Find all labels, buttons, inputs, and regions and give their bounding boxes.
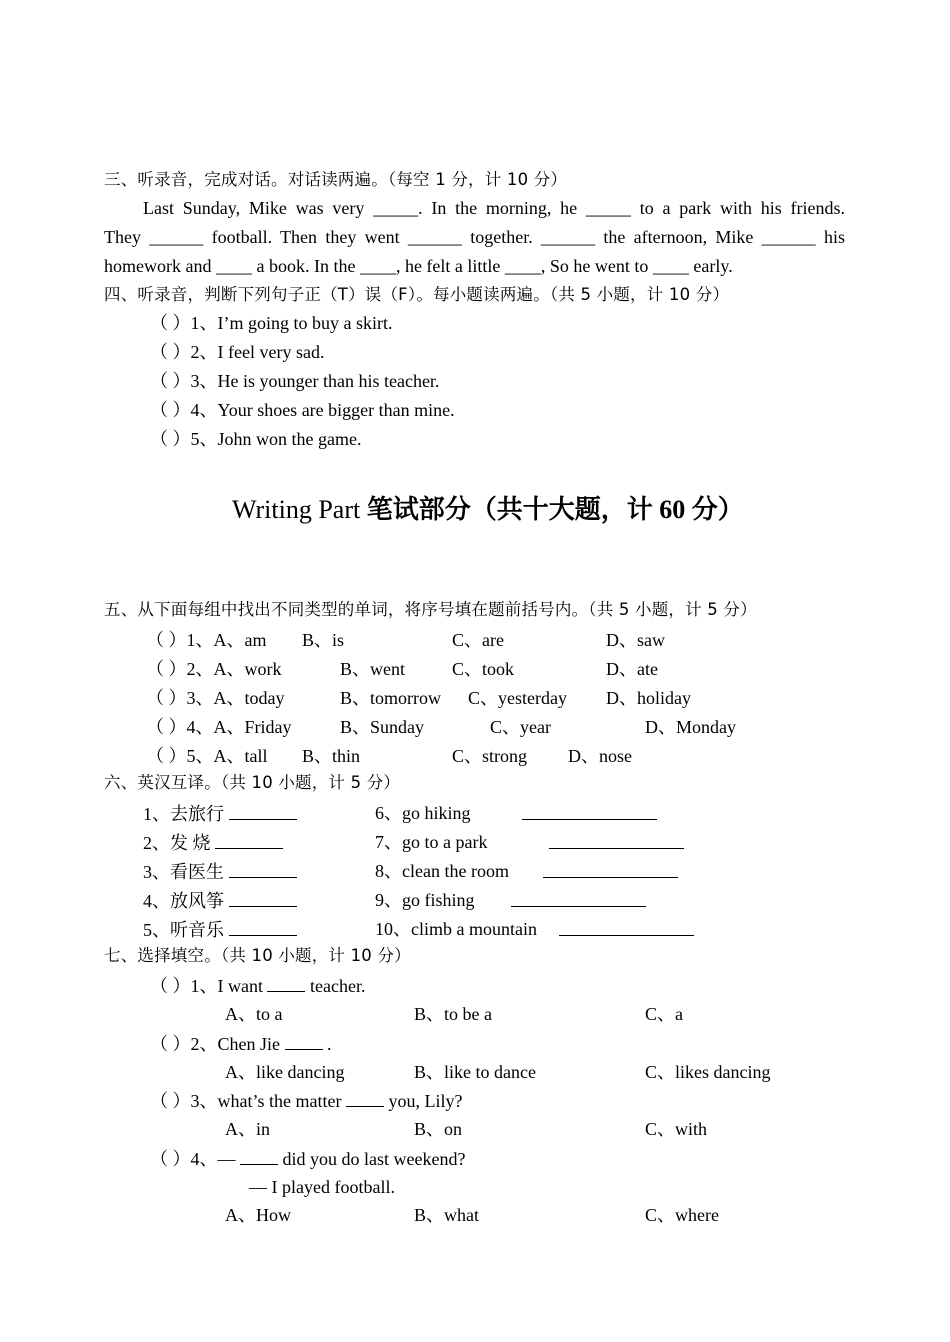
answer-blank[interactable]	[549, 831, 684, 854]
section-4-heading: 四、听录音，判断下列句子正（T）误（F）。每小题读两遍。（共 5 小题，计 10 分）	[104, 285, 730, 304]
mc-q2-option-b[interactable]: B、like to dance	[414, 1062, 536, 1082]
translate-item-7: 7、go to a park	[375, 832, 488, 852]
odd-word-2-b: B、went	[340, 659, 405, 679]
mc-q1-option-c[interactable]: C、a	[645, 1004, 683, 1024]
section-6-heading: 六、英汉互译。（共 10 小题，计 5 分）	[104, 773, 401, 792]
answer-blank[interactable]	[511, 889, 646, 912]
mc-q3-option-c[interactable]: C、with	[645, 1119, 708, 1139]
odd-word-3-d: D、holiday	[606, 688, 691, 708]
mc-question-1	[150, 974, 365, 997]
odd-word-3-a: （ ）3、A、today	[146, 688, 285, 708]
mc-q1-option-a[interactable]: A、to a	[225, 1004, 283, 1024]
mc-question-3-stem: （ ）3、what’s the matter	[150, 1091, 346, 1111]
mc-question-2	[150, 1032, 332, 1055]
passage-line-1: Last Sunday, Mike was very _____. In the morning, he _____ to a park with his friends.	[143, 198, 845, 218]
translate-item-6: 6、go hiking	[375, 803, 471, 823]
mc-question-1-stem: （ ）1、I want	[150, 976, 268, 996]
section-3-passage	[104, 194, 845, 281]
tf-item-1: （ ）1、I’m going to buy a skirt.	[150, 313, 393, 333]
odd-word-5-d: D、nose	[568, 746, 632, 766]
mc-question-3-stem-end: you, Lily?	[383, 1091, 463, 1111]
tf-item-2: （ ）2、I feel very sad.	[150, 342, 325, 362]
writing-title-latin: Writing Part	[232, 495, 367, 524]
odd-word-1-a: （ ）1、A、am	[146, 630, 267, 650]
translate-item-3-text: 3、看医生	[143, 862, 224, 882]
odd-word-2-d: D、ate	[606, 659, 658, 679]
answer-blank[interactable]	[346, 1089, 384, 1107]
section-5-heading: 五、从下面每组中找出不同类型的单词，将序号填在题前括号内。（共 5 小题，计 5 分）	[104, 600, 757, 619]
translate-item-2-text: 2、发 烧	[143, 833, 211, 853]
mc-question-4	[150, 1147, 465, 1170]
answer-blank[interactable]	[240, 1147, 278, 1165]
translate-item-5-text: 5、听音乐	[143, 920, 224, 940]
odd-word-1-d: D、saw	[606, 630, 665, 650]
mc-question-2-stem: （ ）2、Chen Jie	[150, 1034, 285, 1054]
odd-word-5-b: B、thin	[302, 746, 361, 766]
answer-blank[interactable]	[285, 1032, 323, 1050]
answer-blank[interactable]	[229, 802, 297, 820]
tf-item-5: （ ）5、John won the game.	[150, 429, 362, 449]
mc-question-3	[150, 1089, 462, 1112]
translate-item-1-text: 1、去旅行	[143, 804, 224, 824]
translate-item-3	[143, 860, 297, 883]
translate-item-10: 10、climb a mountain	[375, 919, 537, 939]
passage-line-2: They ______ football. Then they went ______ together. ______ the afternoon, Mike ______ his	[104, 227, 845, 247]
answer-blank[interactable]	[543, 860, 678, 883]
odd-word-1-b: B、is	[302, 630, 345, 650]
mc-q1-option-b[interactable]: B、to be a	[414, 1004, 492, 1024]
writing-part-title	[232, 494, 744, 526]
odd-word-4-b: B、Sunday	[340, 717, 425, 737]
answer-blank[interactable]	[229, 918, 297, 936]
answer-blank[interactable]	[559, 918, 694, 941]
mc-q4-option-b[interactable]: B、what	[414, 1205, 479, 1225]
mc-question-4-stem: （ ）4、—	[150, 1149, 240, 1169]
mc-question-1-stem-end: teacher.	[305, 976, 366, 996]
writing-title-cn: 笔试部分（共十大题，计 60 分）	[366, 495, 744, 524]
translate-item-5	[143, 918, 297, 941]
odd-word-4-c: C、year	[490, 717, 551, 737]
translate-item-1	[143, 802, 297, 825]
answer-blank[interactable]	[229, 889, 297, 907]
odd-word-2-c: C、took	[452, 659, 515, 679]
mc-question-4-stem-end: did you do last weekend?	[278, 1149, 466, 1169]
answer-blank[interactable]	[215, 831, 283, 849]
mc-q4-option-a[interactable]: A、How	[225, 1205, 291, 1225]
mc-q2-option-a[interactable]: A、like dancing	[225, 1062, 345, 1082]
translate-item-4-text: 4、放风筝	[143, 891, 224, 911]
mc-q4-answer-line: — I played football.	[249, 1177, 395, 1197]
translate-item-8: 8、clean the room	[375, 861, 509, 881]
odd-word-2-a: （ ）2、A、work	[146, 659, 282, 679]
section-3-heading: 三、听录音，完成对话。对话读两遍。（每空 1 分，计 10 分）	[104, 170, 568, 189]
translate-item-9: 9、go fishing	[375, 890, 475, 910]
odd-word-3-b: B、tomorrow	[340, 688, 441, 708]
odd-word-5-a: （ ）5、A、tall	[146, 746, 268, 766]
odd-word-1-c: C、are	[452, 630, 504, 650]
odd-word-4-a: （ ）4、A、Friday	[146, 717, 292, 737]
section-7-heading: 七、选择填空。（共 10 小题，计 10 分）	[104, 946, 411, 965]
passage-line-3: homework and ____ a book. In the ____, he felt a little ____, So he went to ____ early.	[104, 256, 733, 276]
odd-word-5-c: C、strong	[452, 746, 528, 766]
mc-question-2-stem-end: .	[322, 1034, 332, 1054]
mc-q3-option-b[interactable]: B、on	[414, 1119, 463, 1139]
answer-blank[interactable]	[522, 802, 657, 825]
mc-q2-option-c[interactable]: C、likes dancing	[645, 1062, 771, 1082]
tf-item-4: （ ）4、Your shoes are bigger than mine.	[150, 400, 455, 420]
mc-q3-option-a[interactable]: A、in	[225, 1119, 270, 1139]
answer-blank[interactable]	[267, 974, 305, 992]
mc-q4-option-c[interactable]: C、where	[645, 1205, 719, 1225]
tf-item-3: （ ）3、He is younger than his teacher.	[150, 371, 440, 391]
translate-item-4	[143, 889, 297, 912]
translate-item-2	[143, 831, 283, 854]
odd-word-4-d: D、Monday	[645, 717, 736, 737]
odd-word-3-c: C、yesterday	[468, 688, 567, 708]
answer-blank[interactable]	[229, 860, 297, 878]
